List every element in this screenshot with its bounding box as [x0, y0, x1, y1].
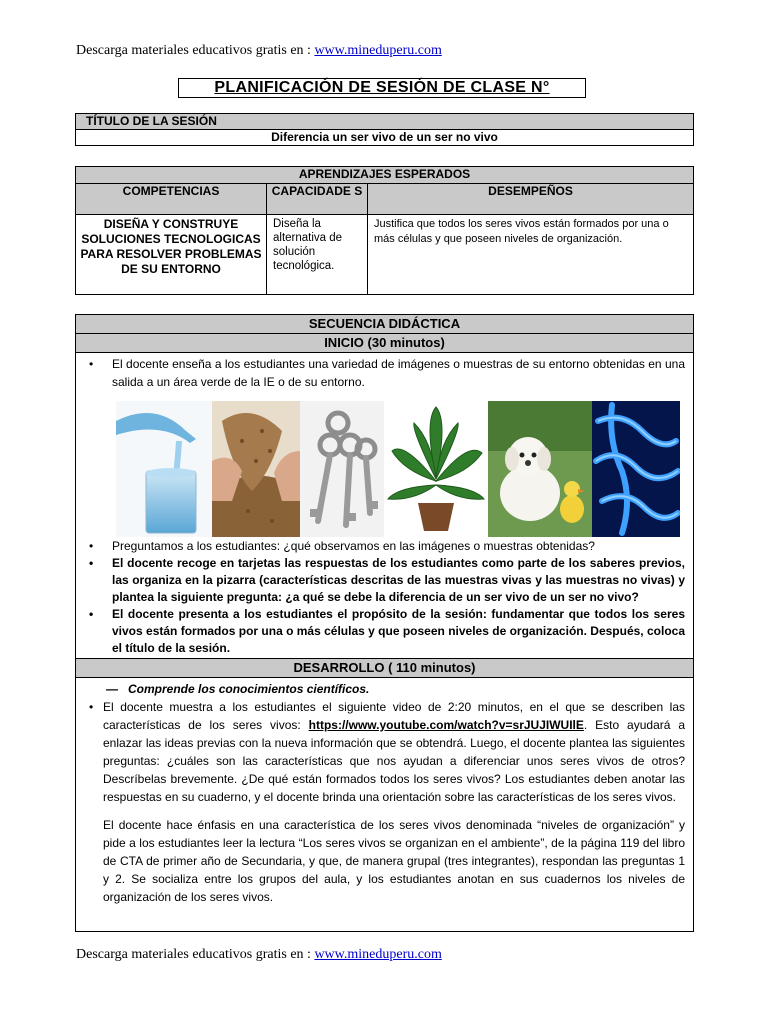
soil-hands-image — [212, 401, 300, 537]
competencia-cell: DISEÑA Y CONSTRUYE SOLUCIONES TECNOLOGICAS PARA RESOLVER PROBLEMAS DE SU ENTORNO — [76, 215, 267, 295]
page-title: PLANIFICACIÓN DE SESIÓN DE CLASE N° — [178, 78, 586, 98]
desarrollo-heading: DESARROLLO ( 110 minutos) — [76, 658, 693, 678]
inicio-item: • El docente presenta a los estudiantes el propósito de la sesión: fundamentar que todos los seres vivos están formados por una o más células y que poseen niveles de organización. Después, coloca el título de la sesión. — [76, 606, 693, 657]
subheading: — Comprende los conocimientos científicos. — [106, 682, 370, 696]
puppy-duckling-image — [488, 401, 592, 537]
subheading-text: Comprende los conocimientos científicos. — [128, 682, 370, 696]
learning-heading: APRENDIZAJES ESPERADOS — [76, 167, 694, 184]
footer-link[interactable]: www.mineduperu.com — [314, 947, 442, 962]
session-label: TÍTULO DE LA SESIÓN — [76, 114, 694, 130]
col-capacidades: CAPACIDADE S — [267, 184, 368, 215]
sequence-heading: SECUENCIA DIDÁCTICA — [76, 315, 693, 334]
keys-image — [300, 401, 384, 537]
inicio-item: • El docente enseña a los estudiantes una variedad de imágenes o muestras de su entorno obtenidas en una salida a un área verde de la IE o de su entorno. — [76, 355, 693, 391]
water-glass-image — [116, 401, 212, 537]
image-row — [116, 401, 693, 537]
inicio-item: • El docente recoge en tarjetas las respuestas de los estudiantes como parte de los saberes previos, las organiza en la pizarra (características descritas de las muestras vivas y las muestras no vivas) y plantea la siguiente pregunta: ¿a qué se debe la diferencia de un ser vivo de un ser no vivo? — [76, 555, 693, 606]
dev-text-a: El docente muestra a los estudiantes el siguiente video de 2:20 minutos, en el que se describen las características de los seres vivos: — [103, 700, 685, 732]
dev-text-b: . Esto ayudará a enlazar las ideas previas con la nueva información que se obtendrá. Luego, el docente plantea las siguientes preguntas: ¿cuáles son las características que nos ayudan a diferenciar unos seres vivos de otros? Descríbelas brevemente. ¿De qué están formados todos los seres vivos? Los estudiantes deben anotar las respuestas en su cuaderno, y el docente brinda una orientación sobre las características de los seres vivos. — [103, 718, 686, 804]
session-title: Diferencia un ser vivo de un ser no vivo — [76, 130, 694, 146]
sequence-section — [75, 314, 694, 932]
video-link[interactable]: https://www.youtube.com/watch?v=srJUJIWUIlE — [308, 718, 584, 732]
cells-image — [592, 401, 680, 537]
inicio-item: • Preguntamos a los estudiantes: ¿qué observamos en las imágenes o muestras obtenidas? — [76, 537, 693, 555]
footer-text: Descarga materiales educativos gratis en : — [76, 947, 315, 962]
page-header — [76, 43, 442, 59]
session-table — [75, 113, 694, 146]
desarrollo-paragraph: El docente hace énfasis en una característica de los seres vivos denominada “niveles de organización” y pide a los estudiantes leer la lectura “Los seres vivos se organizan en el ambiente”, de la página 119 del libro de CTA de primer año de Secundaria, y que, de manera grupal (tres integrantes), respondan las preguntas 1 y 2. Se socializa entre los grupos del aula, y los estudiantes anotan en sus cuadernos los niveles de organización de los seres vivos. — [103, 818, 685, 904]
col-desempenos: DESEMPEÑOS — [368, 184, 694, 215]
page-footer — [76, 947, 442, 963]
desarrollo-item — [76, 698, 693, 806]
col-competencias: COMPETENCIAS — [76, 184, 267, 215]
header-link[interactable]: www.mineduperu.com — [314, 43, 442, 58]
plant-image — [384, 401, 488, 537]
inicio-heading: INICIO (30 minutos) — [76, 334, 693, 353]
header-text: Descarga materiales educativos gratis en : — [76, 43, 315, 58]
capacidad-cell: Diseña la alternativa de solución tecnológica. — [267, 215, 368, 295]
desempeno-cell: Justifica que todos los seres vivos están formados por una o más células y que poseen niveles de organización. — [368, 215, 694, 295]
learning-table — [75, 166, 694, 295]
